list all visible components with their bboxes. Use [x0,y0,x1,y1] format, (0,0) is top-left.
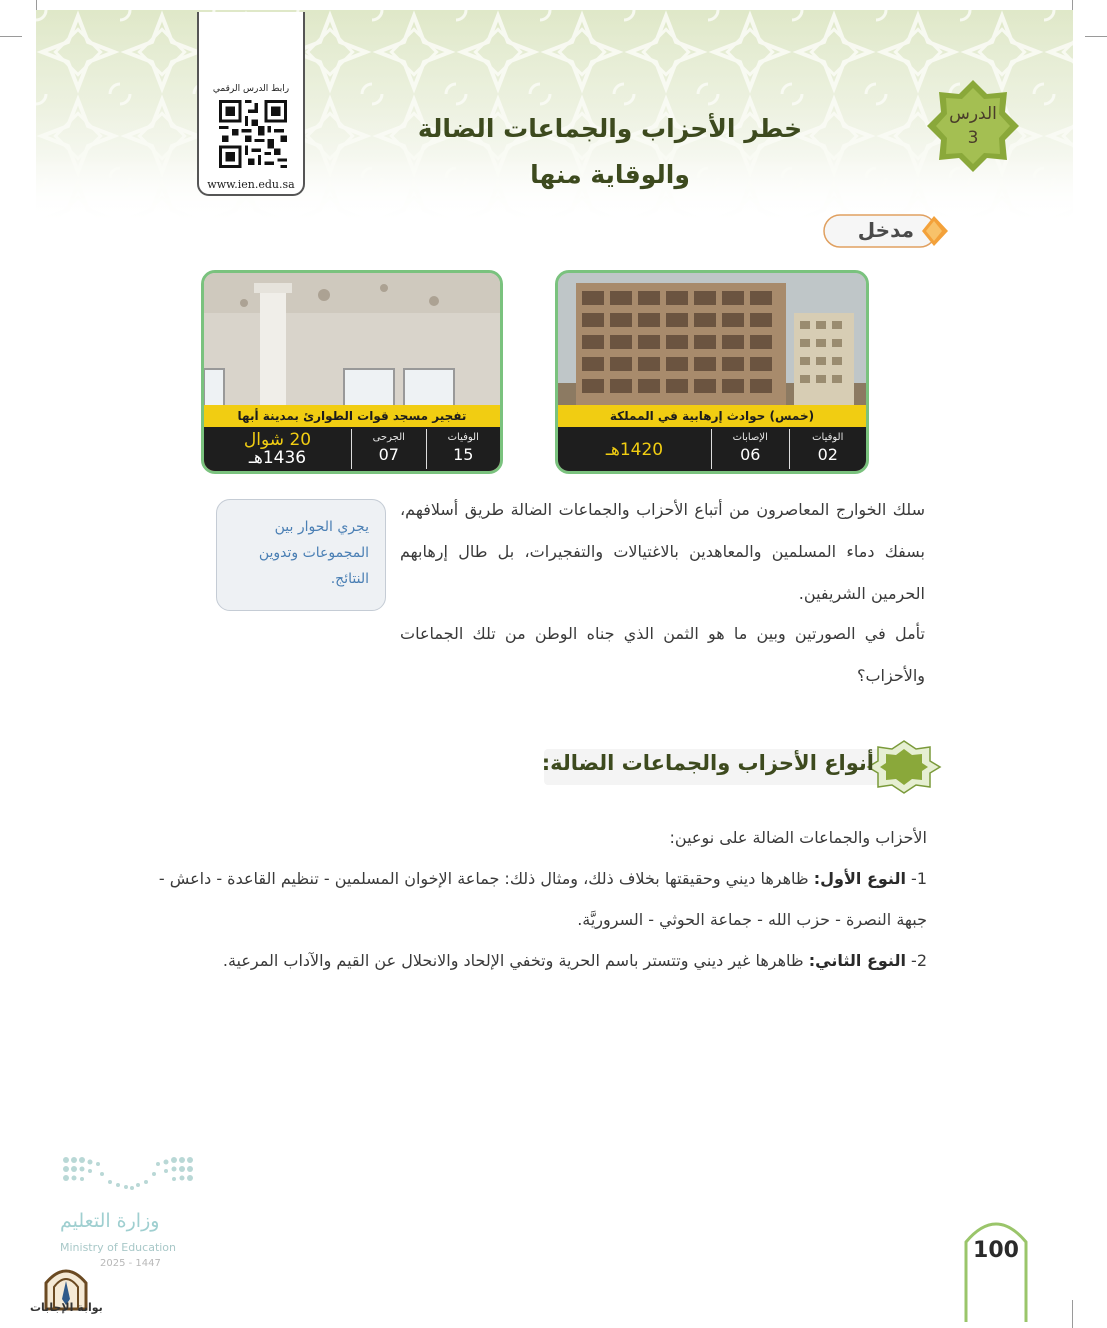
qr-code-icon [219,100,287,168]
incident-year: 1420هـ [605,440,664,460]
types-list [157,817,927,981]
type2-number: 2- [911,951,927,970]
deaths-value: 15 [453,445,474,464]
ministry-name-arabic: وزارة التعليم [60,1210,160,1232]
crop-mark [1085,36,1107,37]
lesson-title [380,106,840,198]
incident-stats [558,429,866,469]
photo-abha-mosque-bombing [201,270,503,474]
answers-portal-name: بوابة الإجابات [30,1301,103,1314]
intro-section-tag [822,212,948,250]
crop-mark [1072,1300,1073,1328]
lesson-number: 3 [967,128,979,148]
deaths-label: الوفيات [447,432,479,443]
incident-year: 1436هـ [248,448,307,468]
page-number: 100 [973,1238,1019,1263]
photo-caption: (خمس) حوادث إرهابية في المملكة [558,405,866,427]
ministry-year: 2025 - 1447 [100,1258,161,1269]
lesson-title-line1: خطر الأحزاب والجماعات الضالة [417,114,803,143]
reflection-question: تأمل في الصورتين وبين ما هو الثمن الذي جناه الوطن من تلك الجماعات والأحزاب؟ [400,624,925,685]
digital-lesson-link[interactable] [197,12,305,196]
type1-item [157,858,927,940]
type1-text: ظاهرها ديني وحقيقتها بخلاف ذلك، ومثال ذلك: جماعة الإخوان المسلمين - تنظيم القاعدة - داعش - جبهة النصرة - حزب الله - جماعة الحوثي - السروريَّة. [158,869,927,929]
deaths-value: 02 [817,445,838,464]
lesson-number-badge [925,78,1021,174]
page-number-tab [962,1212,1030,1322]
type2-item [157,940,927,981]
intro-label: مدخل [857,218,914,242]
deaths-label: الوفيات [812,432,844,443]
incident-stats [204,429,500,469]
injured-value: 07 [378,445,399,464]
ministry-name-english: Ministry of Education [60,1241,177,1254]
injuries-value: 06 [740,445,761,464]
activity-note: يجري الحوار بين المجموعات وتدوين النتائج. [216,499,386,611]
injuries-label: الإصابات [732,432,768,443]
types-intro: الأحزاب والجماعات الضالة على نوعين: [669,828,927,847]
type1-label: النوع الأول: [813,869,906,888]
lesson-label: الدرس [949,104,997,124]
type2-label: النوع الثاني: [808,951,906,970]
type2-text: ظاهرها غير ديني وتتستر باسم الحرية وتخفي الإلحاد والانحلال عن القيم والآداب المرعية. [222,951,804,970]
intro-paragraph: سلك الخوارج المعاصرون من أتباع الأحزاب والجماعات الضالة طريق أسلافهم، بسفك دماء المسلمين والمعاهدين بالاغتيالات والتفجيرات، بل طال إرهابهم الحرمين الشريفين. [400,500,925,603]
incident-date: 20 شوال [243,430,312,450]
digital-link-caption: رابط الدرس الرقمي [212,84,290,94]
photo-terror-incidents-kingdom [555,270,869,474]
crop-mark [0,36,22,37]
digital-link-url: www.ien.edu.sa [207,178,295,191]
injured-label: الجرحى [372,432,405,443]
section-heading [540,735,948,797]
section-heading-text: أنواع الأحزاب والجماعات الضالة: [541,751,874,775]
type1-number: 1- [911,869,927,888]
photo-caption: تفجير مسجد قوات الطوارئ بمدينة أبها [204,405,500,427]
lesson-title-line2: والوقاية منها [530,160,690,189]
